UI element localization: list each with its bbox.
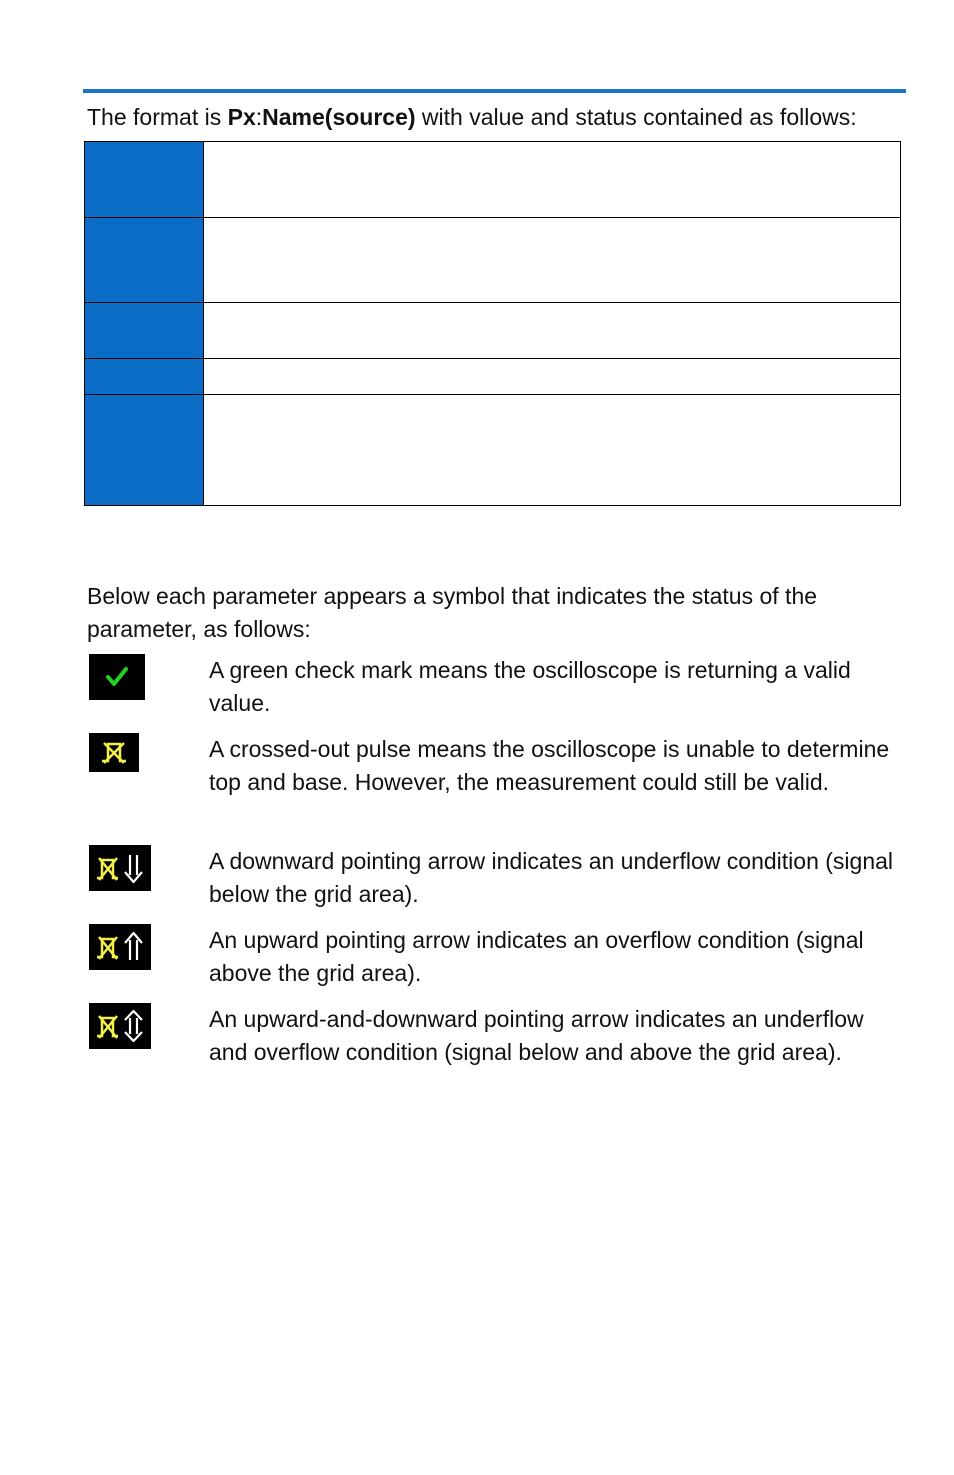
table-key-cell	[85, 359, 204, 395]
table-row	[85, 142, 901, 218]
status-description: A crossed-out pulse means the oscilloscope is unable to determine top and base. However, the measurement could still be valid.	[209, 736, 890, 795]
green-check-icon	[89, 654, 145, 700]
status-intro: Below each parameter appears a symbol that indicates the status of the parameter, as follows:	[87, 583, 818, 642]
intro-prefix: The format is	[87, 104, 228, 130]
table-value-cell	[204, 142, 901, 218]
table-row	[85, 359, 901, 395]
intro-colon: :	[255, 104, 263, 130]
status-description: An upward-and-downward pointing arrow indicates an underflow and overflow condition (signal below and above the grid area).	[209, 1006, 864, 1065]
intro-suffix: with value and status contained as follows:	[415, 104, 857, 130]
crossed-pulse-up-down-arrow-icon	[89, 1003, 151, 1049]
status-description: A downward pointing arrow indicates an underflow condition (signal below the grid area).	[209, 848, 894, 907]
status-description: An upward pointing arrow indicates an overflow condition (signal above the grid area).	[209, 927, 864, 986]
top-rule	[83, 89, 906, 93]
table-key-cell	[85, 395, 204, 506]
table-key-cell	[85, 218, 204, 303]
table-value-cell	[204, 359, 901, 395]
table-value-cell	[204, 218, 901, 303]
table-row	[85, 218, 901, 303]
intro-px: Px	[227, 104, 256, 130]
table-value-cell	[204, 395, 901, 506]
table-key-cell	[85, 303, 204, 359]
format-intro	[87, 101, 907, 133]
table-value-cell	[204, 303, 901, 359]
table-row	[85, 395, 901, 506]
table-row	[85, 303, 901, 359]
intro-name: Name(source)	[262, 104, 416, 130]
crossed-pulse-icon	[89, 733, 139, 772]
crossed-pulse-up-arrow-icon	[89, 924, 151, 970]
table-key-cell	[85, 142, 204, 218]
format-table	[84, 141, 901, 506]
status-description: A green check mark means the oscilloscope is returning a valid value.	[209, 657, 851, 716]
crossed-pulse-down-arrow-icon	[89, 845, 151, 891]
